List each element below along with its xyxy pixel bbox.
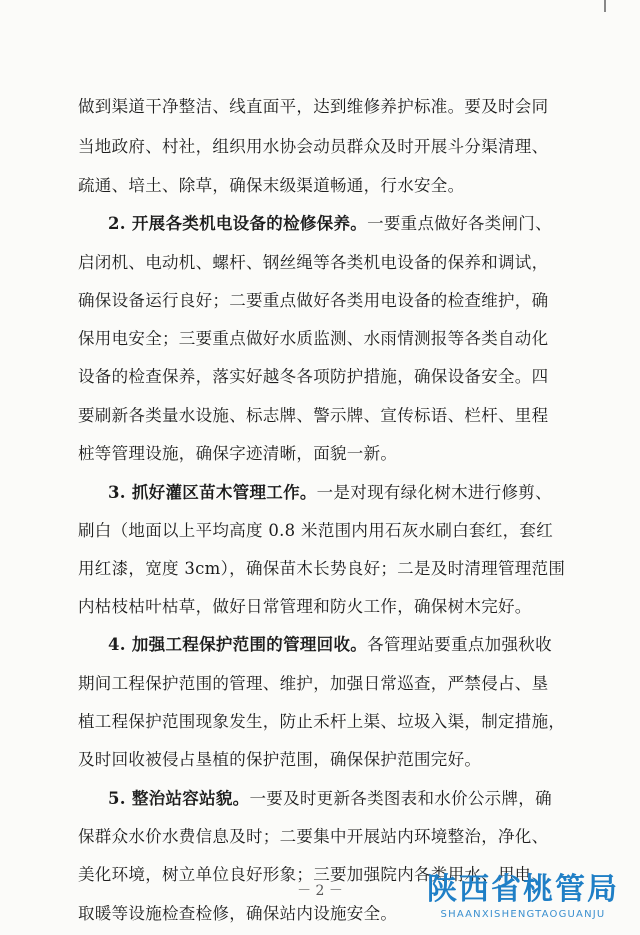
line-text: 及时回收被侵占垦植的保护范围，确保保护范围完好。 bbox=[78, 750, 482, 769]
section-2-line bbox=[108, 209, 552, 239]
section-heading: 5. 整治站容站貌。 bbox=[108, 789, 250, 808]
text-line bbox=[78, 248, 548, 278]
text-line bbox=[78, 439, 397, 469]
text-line bbox=[78, 516, 553, 546]
text-line bbox=[78, 324, 548, 354]
line-text: 保用电安全；三要重点做好水质监测、水雨情测报等各类自动化 bbox=[78, 329, 549, 348]
line-text: 要刷新各类量水设施、标志牌、警示牌、宣传标语、栏杆、里程 bbox=[78, 406, 549, 425]
text-line bbox=[78, 592, 532, 622]
line-text: 启闭机、电动机、螺杆、钢丝绳等各类机电设备的保养和调试， bbox=[78, 253, 549, 272]
watermark-logo bbox=[418, 872, 628, 922]
line-text: 刷白（地面以上平均高度 0.8 米范围内用石灰水刷白套红，套红 bbox=[78, 521, 554, 540]
line-text: 保群众水价水费信息及时；二要集中开展站内环境整治，净化、 bbox=[78, 827, 549, 846]
text-line bbox=[78, 92, 548, 122]
section-5-line bbox=[108, 784, 552, 814]
watermark-subtitle: SHAANXISHENGTAOGUANJU bbox=[440, 909, 606, 920]
line-text: 一是对现有绿化树木进行修剪、 bbox=[316, 483, 552, 502]
line-text: 设备的检查保养，落实好越冬各项防护措施，确保设备安全。四 bbox=[78, 367, 549, 386]
text-line bbox=[78, 899, 397, 929]
text-line bbox=[78, 707, 565, 737]
section-4-line bbox=[108, 630, 552, 660]
text-line bbox=[78, 554, 565, 584]
scan-mark bbox=[604, 0, 606, 12]
line-text: 做到渠道干净整洁、线直面平，达到维修养护标准。要及时会同 bbox=[78, 97, 549, 116]
line-text: 期间工程保护范围的管理、维护，加强日常巡查，严禁侵占、垦 bbox=[78, 674, 549, 693]
text-line bbox=[78, 745, 481, 775]
line-text: 取暖等设施检查检修，确保站内设施安全。 bbox=[78, 904, 398, 923]
watermark-title: 陕西省桃管局 bbox=[427, 872, 619, 907]
text-line bbox=[78, 286, 548, 316]
line-text: 各管理站要重点加强秋收 bbox=[367, 635, 552, 654]
section-heading: 4. 加强工程保护范围的管理回收。 bbox=[108, 635, 368, 654]
text-line bbox=[78, 401, 548, 431]
text-line bbox=[78, 132, 548, 162]
line-text: 一要重点做好各类闸门、 bbox=[367, 214, 552, 233]
page-number: － 2 － bbox=[297, 883, 343, 899]
line-text: 植工程保护范围现象发生，防止禾杆上渠、垃圾入渠，制定措施， bbox=[78, 712, 566, 731]
line-text: 一要及时更新各类图表和水价公示牌，确 bbox=[249, 789, 552, 808]
line-text: 疏通、培土、除草，确保末级渠道畅通，行水安全。 bbox=[78, 176, 465, 195]
text-line bbox=[78, 669, 548, 699]
line-text: 确保设备运行良好；二要重点做好各类用电设备的检查维护，确 bbox=[78, 291, 549, 310]
section-heading: 2. 开展各类机电设备的检修保养。 bbox=[108, 214, 368, 233]
line-text: 内枯枝枯叶枯草，做好日常管理和防火工作，确保树木完好。 bbox=[78, 597, 532, 616]
text-line bbox=[78, 822, 548, 852]
line-text: 当地政府、村社，组织用水协会动员群众及时开展斗分渠清理、 bbox=[78, 137, 549, 156]
line-text: 桩等管理设施，确保字迹清晰，面貌一新。 bbox=[78, 444, 398, 463]
text-line bbox=[78, 171, 464, 201]
section-heading: 3. 抓好灌区苗木管理工作。 bbox=[108, 483, 317, 502]
text-line bbox=[78, 362, 548, 392]
line-text: 用红漆，宽度 3cm），确保苗木长势良好；二是及时清理管理范围 bbox=[78, 559, 566, 578]
section-3-line bbox=[108, 478, 552, 508]
line-text: 美化环境，树立单位良好形象；三要加强院内各类用水、用电、 bbox=[78, 865, 549, 884]
